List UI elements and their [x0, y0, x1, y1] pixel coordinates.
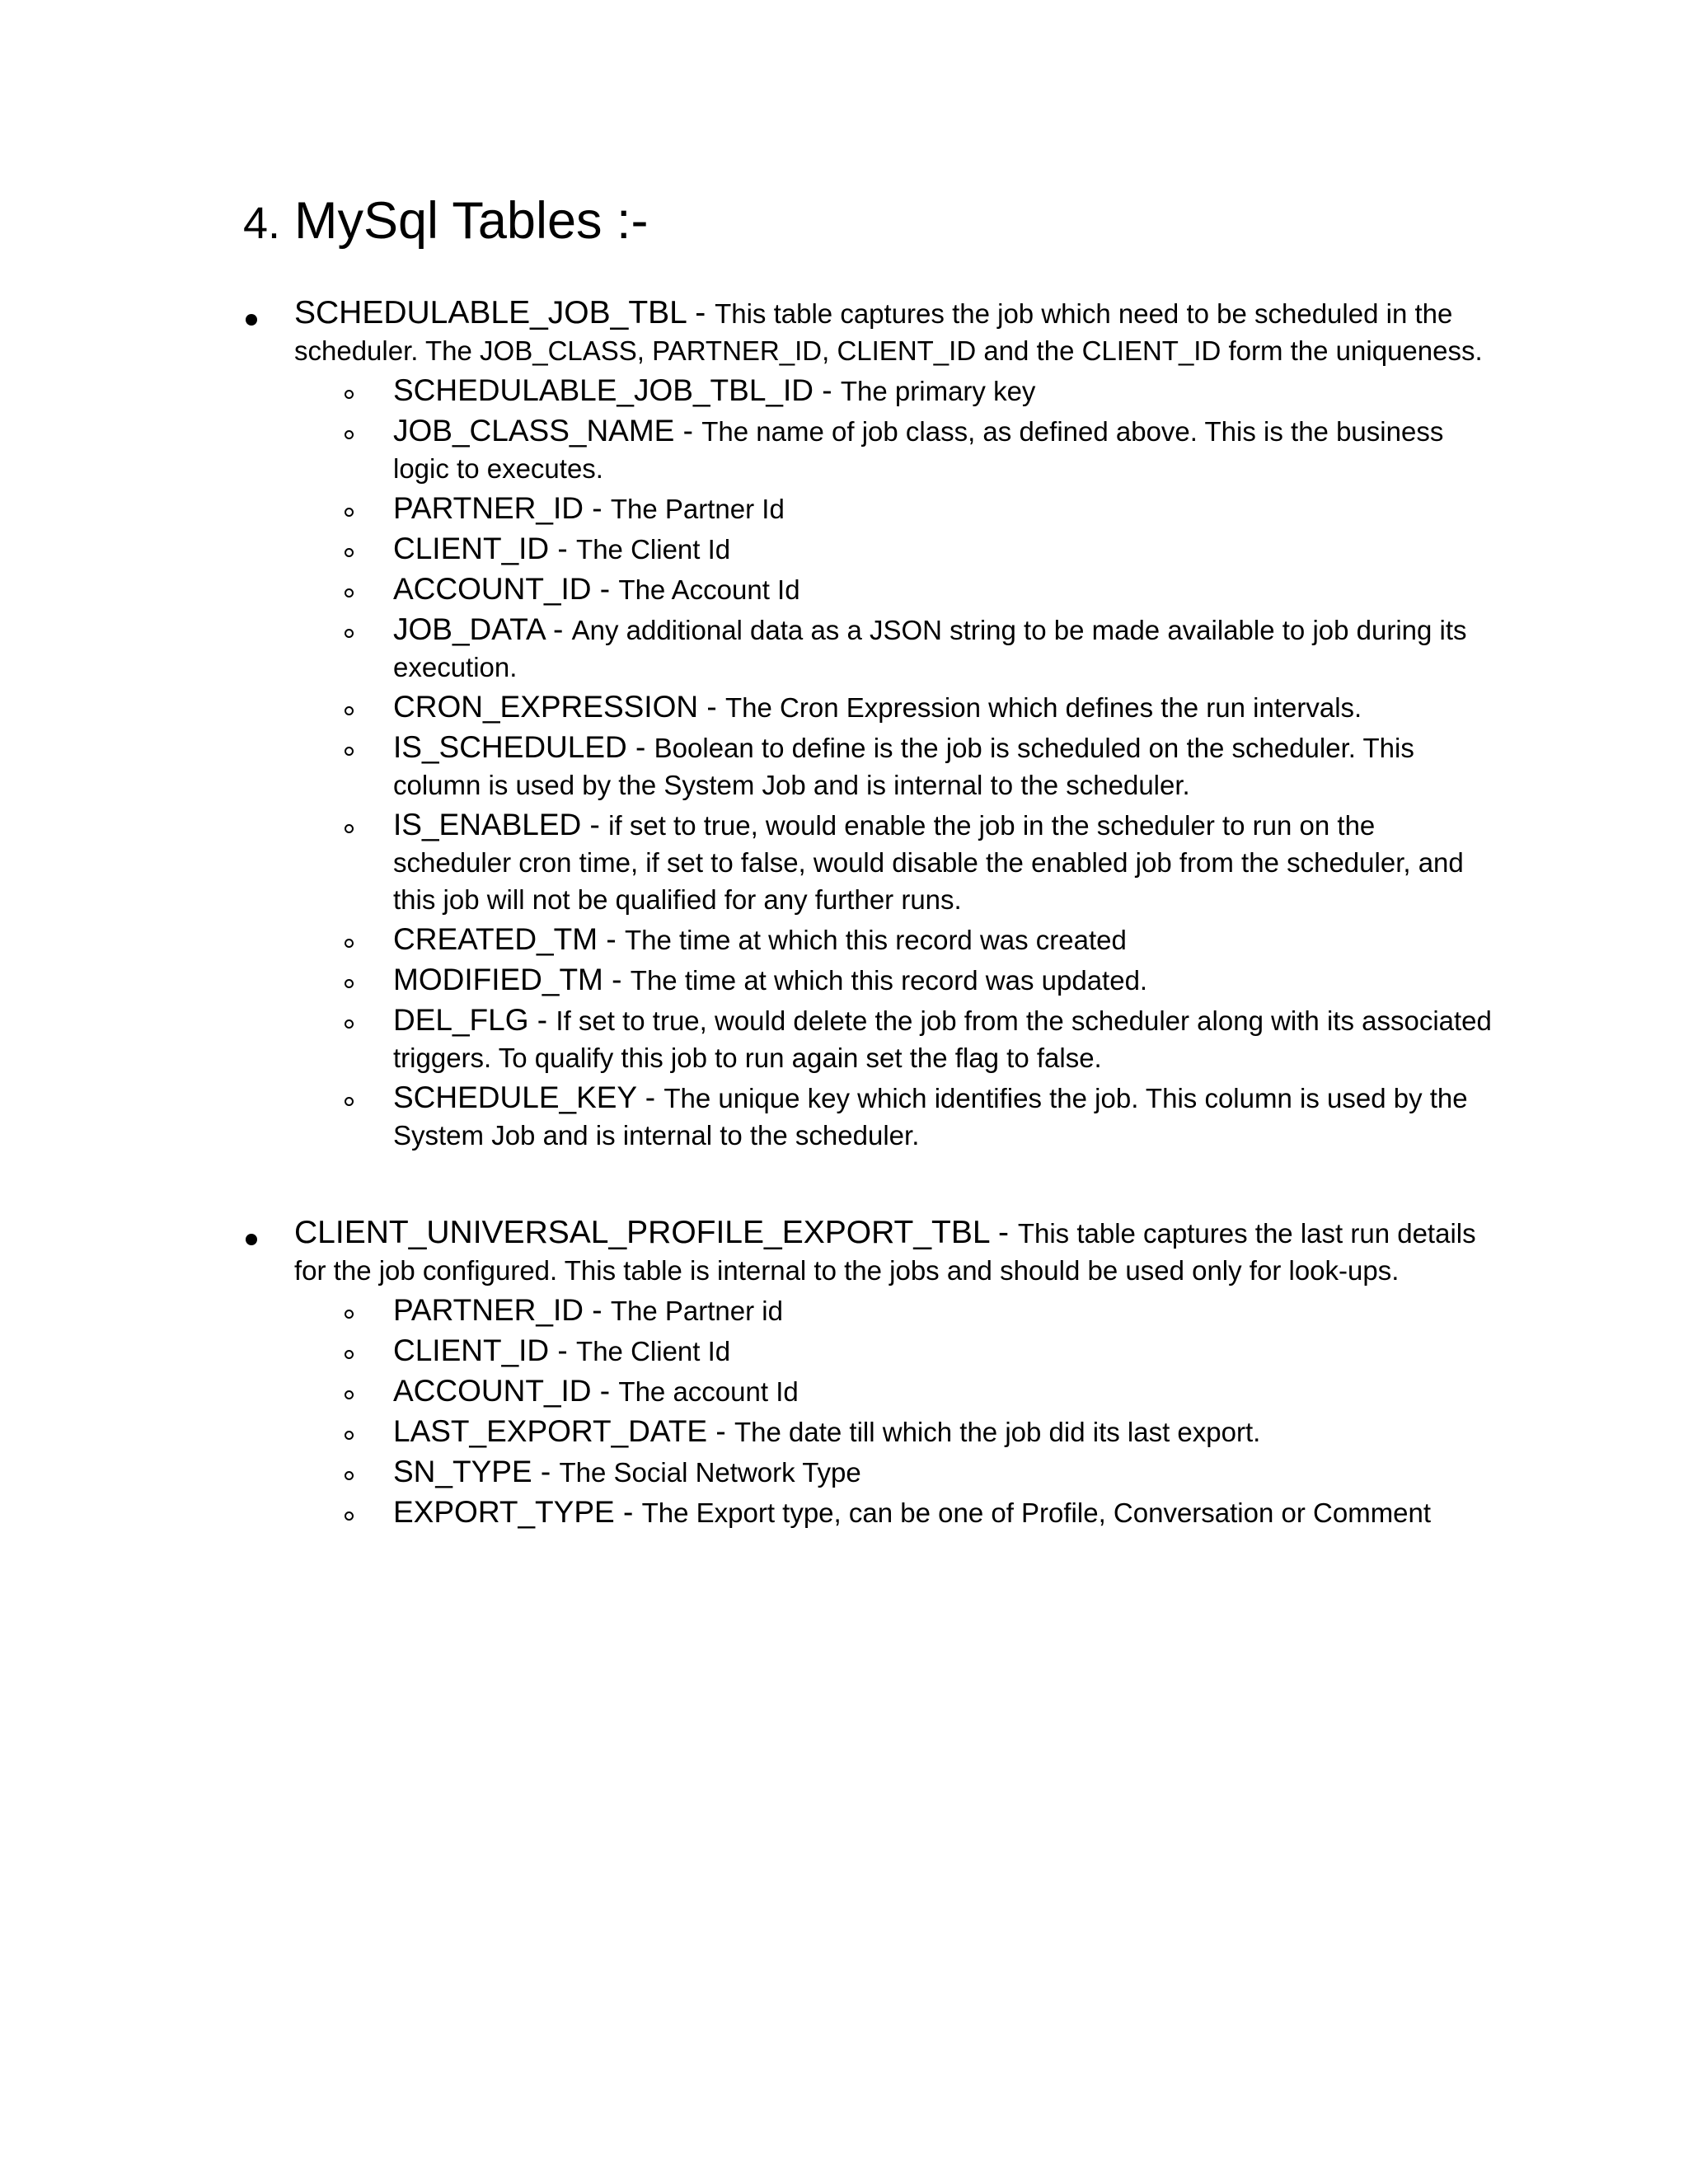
field-name: PARTNER_ID — [393, 491, 584, 525]
field-description: The primary key — [840, 376, 1036, 406]
circle-bullet-icon — [345, 979, 354, 988]
table-section-client-universal-profile-export — [243, 1214, 1496, 1534]
field-separator: - — [549, 1333, 577, 1367]
circle-bullet-icon — [345, 1431, 354, 1440]
field-item — [342, 570, 1496, 611]
field-description: The Client Id — [576, 1336, 731, 1366]
field-separator: - — [532, 1455, 560, 1488]
circle-bullet-icon — [345, 390, 354, 399]
field-separator: - — [813, 373, 841, 407]
field-separator: - — [549, 532, 577, 565]
field-name: CLIENT_ID — [393, 532, 550, 565]
circle-bullet-icon — [345, 508, 354, 517]
field-item — [342, 1291, 1496, 1332]
field-item — [342, 530, 1496, 570]
circle-bullet-icon — [345, 824, 354, 833]
field-name: ACCOUNT_ID — [393, 1374, 592, 1408]
field-name: CRON_EXPRESSION — [393, 690, 699, 724]
circle-bullet-icon — [345, 747, 354, 756]
field-description: The name of job class, as defined above. This is the business logic to executes. — [393, 416, 1444, 484]
field-name: CREATED_TM — [393, 922, 598, 956]
field-description: The Client Id — [576, 534, 731, 565]
field-description: The Cron Expression which defines the run intervals. — [724, 692, 1362, 723]
field-separator: - — [626, 730, 654, 764]
circle-bullet-icon — [345, 1471, 354, 1480]
field-separator: - — [707, 1414, 734, 1448]
field-name: DEL_FLG — [393, 1003, 529, 1037]
field-description: if set to true, would enable the job in the scheduler to run on the scheduler cron time, if set to false, would disable the enabled job from the scheduler, and this job will not be qualified for any further runs. — [393, 810, 1464, 915]
field-item — [342, 961, 1496, 1001]
field-item — [342, 1332, 1496, 1372]
circle-bullet-icon — [345, 1511, 354, 1521]
field-list — [243, 372, 1496, 1156]
circle-bullet-icon — [345, 939, 354, 948]
table-description-text: This table captures the job which need to be scheduled in the scheduler. The JOB_CLASS, PARTNER_ID, CLIENT_ID and the CLIENT_ID form the uniqueness. — [294, 298, 1483, 366]
field-description: The date till which the job did its last export. — [734, 1417, 1261, 1447]
field-description: The Partner Id — [610, 494, 785, 524]
circle-bullet-icon — [345, 1350, 354, 1359]
field-name: SN_TYPE — [393, 1455, 532, 1488]
table-bullet-item — [243, 294, 1496, 369]
field-list — [243, 1291, 1496, 1534]
field-item — [342, 1413, 1496, 1453]
field-separator: - — [698, 690, 725, 724]
field-name: CLIENT_ID — [393, 1333, 550, 1367]
field-separator: - — [636, 1080, 664, 1114]
field-name: LAST_EXPORT_DATE — [393, 1414, 708, 1448]
field-item — [342, 372, 1496, 412]
field-name: JOB_DATA — [393, 612, 545, 646]
field-description: The Export type, can be one of Profile, Conversation or Comment — [641, 1497, 1432, 1528]
field-description: Any additional data as a JSON string to be made available to job during its execution. — [393, 615, 1467, 682]
field-separator: - — [591, 572, 619, 606]
field-item — [342, 1079, 1496, 1156]
field-description: If set to true, would delete the job from the scheduler along with its associated triggers. To qualify this job to run again set the flag to false. — [393, 1005, 1492, 1073]
circle-bullet-icon — [345, 1310, 354, 1319]
heading-number: 4. — [243, 199, 281, 248]
field-name: EXPORT_TYPE — [393, 1495, 615, 1529]
field-separator: - — [674, 414, 702, 448]
field-separator: - — [603, 963, 631, 996]
field-separator: - — [583, 491, 611, 525]
field-separator: - — [591, 1374, 619, 1408]
field-name: ACCOUNT_ID — [393, 572, 592, 606]
circle-bullet-icon — [345, 706, 354, 715]
bullet-dot-icon — [246, 1234, 257, 1245]
field-description: The time at which this record was created — [624, 925, 1127, 955]
field-separator: - — [581, 808, 609, 841]
field-item — [342, 412, 1496, 490]
field-separator: - — [614, 1495, 642, 1529]
table-description-text: This table captures the last run details for the job configured. This table is internal to the jobs and should be used only for look-ups. — [294, 1218, 1476, 1286]
field-item — [342, 1493, 1496, 1534]
bullet-dot-icon — [246, 314, 257, 326]
field-name: IS_SCHEDULED — [393, 730, 627, 764]
field-name: SCHEDULABLE_JOB_TBL_ID — [393, 373, 814, 407]
circle-bullet-icon — [345, 1097, 354, 1106]
field-description: The unique key which identifies the job. This column is used by the System Job and is internal to the scheduler. — [393, 1083, 1468, 1151]
circle-bullet-icon — [345, 1019, 354, 1029]
circle-bullet-icon — [345, 1390, 354, 1399]
field-description: The Partner id — [610, 1296, 783, 1326]
circle-bullet-icon — [345, 629, 354, 638]
table-description — [294, 1214, 1496, 1289]
field-name: IS_ENABLED — [393, 808, 582, 841]
field-separator: - — [598, 922, 625, 956]
heading-title: MySql Tables :- — [294, 192, 649, 250]
circle-bullet-icon — [345, 430, 354, 439]
field-item — [342, 806, 1496, 921]
field-item — [342, 1453, 1496, 1493]
field-name: SCHEDULE_KEY — [393, 1080, 637, 1114]
field-separator: - — [528, 1003, 556, 1037]
field-name: MODIFIED_TM — [393, 963, 603, 996]
table-separator: - — [989, 1215, 1018, 1250]
field-separator: - — [544, 612, 572, 646]
circle-bullet-icon — [345, 588, 354, 598]
field-name: JOB_CLASS_NAME — [393, 414, 675, 448]
field-item — [342, 729, 1496, 806]
section-heading — [243, 191, 649, 251]
field-item — [342, 688, 1496, 729]
field-description: The Account Id — [618, 574, 800, 605]
field-description: The Social Network Type — [559, 1457, 861, 1488]
table-name: CLIENT_UNIVERSAL_PROFILE_EXPORT_TBL — [294, 1215, 990, 1250]
field-description: Boolean to define is the job is scheduled on the scheduler. This column is used by the System Job and is internal to the scheduler. — [393, 733, 1414, 800]
field-item — [342, 1001, 1496, 1079]
field-name: PARTNER_ID — [393, 1293, 584, 1327]
table-separator: - — [686, 295, 715, 330]
circle-bullet-icon — [345, 548, 354, 557]
table-section-schedulable-job — [243, 294, 1496, 1156]
field-description: The time at which this record was updated. — [630, 965, 1148, 996]
field-item — [342, 611, 1496, 688]
table-description — [294, 294, 1496, 369]
table-name: SCHEDULABLE_JOB_TBL — [294, 295, 687, 330]
field-separator: - — [583, 1293, 611, 1327]
field-item — [342, 490, 1496, 530]
field-description: The account Id — [618, 1376, 799, 1407]
table-bullet-item — [243, 1214, 1496, 1289]
field-item — [342, 1372, 1496, 1413]
field-item — [342, 921, 1496, 961]
